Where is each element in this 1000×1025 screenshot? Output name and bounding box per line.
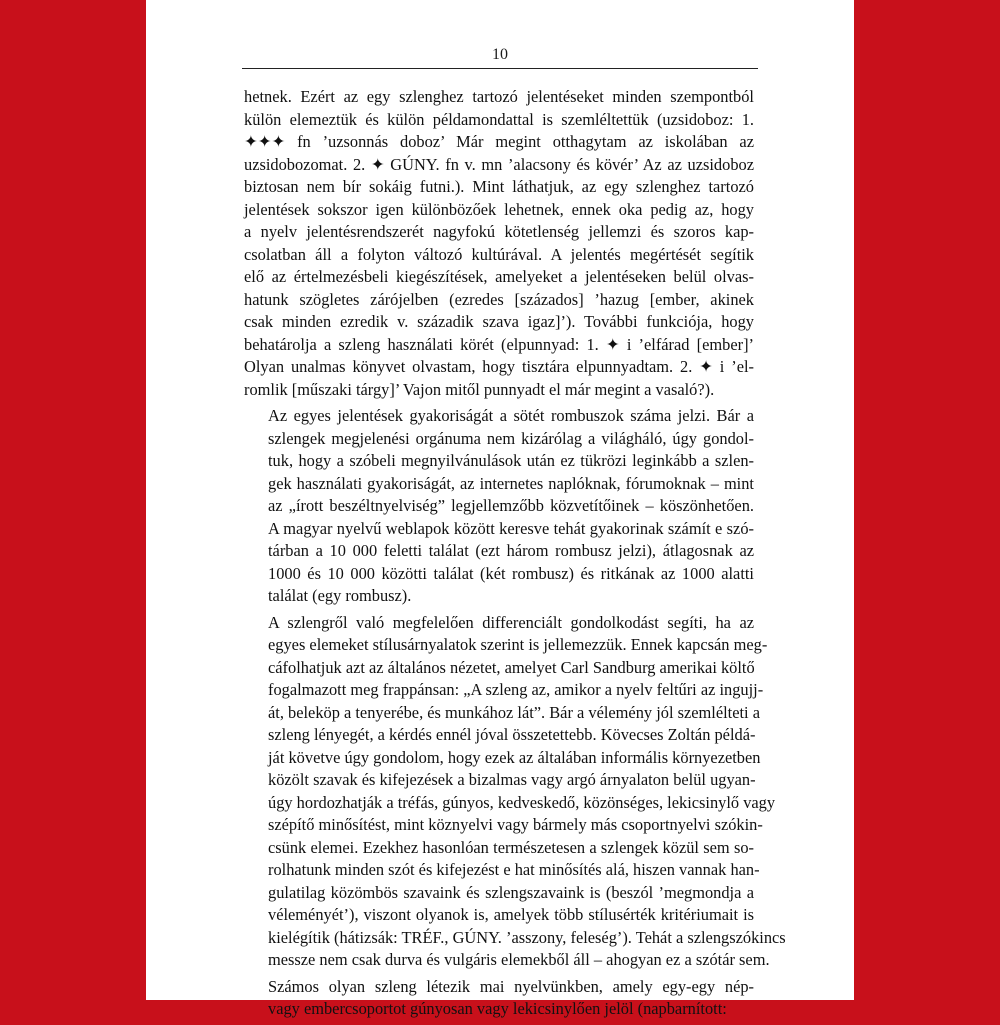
body-text — [244, 86, 786, 1025]
text-line: kielégítik (hátizsák: TRÉF., GÚNY. ’asszony, feleség’). Tehát a szlengszókincs — [268, 927, 786, 947]
text-line: A magyar nyelvű weblapok között keresve tehát gyakorinak számít e szó- — [268, 518, 754, 538]
text-line: csünk elemei. Ezekhez hasonlóan természetesen a szlengek közül sem so- — [268, 837, 754, 857]
paragraph — [244, 976, 754, 1021]
text-line: véleményét’), viszont olyanok is, amelyek több stílusérték kritériumait is — [268, 905, 754, 924]
text-line: tárban a 10 000 feletti találat (ezt három rombusz jelzi), átlagosnak az — [268, 541, 754, 560]
text-line: jelentések sokszor igen különbözőek lehetnek, ennek oka pedig az, hogy — [244, 199, 754, 219]
text-line: elő az értelmezésbeli kiegészítések, amelyeket a jelentéseken belül olvas- — [244, 267, 754, 286]
text-line: fogalmazott meg frappánsan: „A szleng az, amikor a nyelv feltűri az ingujj- — [268, 680, 764, 699]
text-line: a nyelv jelentésrendszerét nagyfokú kötetlenség jellemzi és szoros kap- — [244, 222, 754, 241]
text-line: biztosan nem bír sokáig futni.). Mint láthatjuk, az egy szlenghez tartozó — [244, 177, 754, 196]
text-line: csak minden ezredik v. századik szava igaz]’). További funkciója, hogy — [244, 312, 754, 331]
text-line: messze nem csak durva és vulgáris elemekből áll – ahogyan ez a szótár sem. — [268, 950, 770, 969]
text-line: szépítő minősítést, mint köznyelvi vagy bármely más csoportnyelvi szókin- — [268, 815, 763, 834]
text-line: szlengek megjelenési orgánuma nem kizárólag a világháló, úgy gondol- — [268, 428, 754, 448]
text-line: tuk, hogy a szóbeli megnyilvánulások után ez tükrözi leginkább a szlen- — [268, 451, 754, 470]
text-line: 1000 és 10 000 közötti találat (két rombusz) és ritkának az 1000 alatti — [268, 563, 754, 583]
book-page — [146, 0, 854, 1018]
text-line: behatárolja a szleng használati körét (elpunnyad: 1. ✦ i ’elfárad [ember]’ — [244, 334, 754, 354]
text-line: az „írott beszéltnyelviség” legjellemzőbb közvetítőinek – köszönhetően. — [268, 496, 754, 515]
text-line: hetnek. Ezért az egy szlenghez tartozó jelentéseket minden szempontból — [244, 87, 754, 106]
text-line: vagy embercsoportot gúnyosan vagy lekicsinylően jelöl (napbarnított: — [268, 999, 727, 1018]
page-number: 10 — [492, 46, 508, 63]
text-line: közölt szavak és kifejezések a bizalmas vagy argó árnyalaton belül ugyan- — [268, 770, 756, 789]
paragraph — [244, 612, 786, 972]
text-line: találat (egy rombusz). — [268, 586, 412, 605]
text-line: Olyan unalmas könyvet olvastam, hogy tisztára elpunnyadtam. 2. ✦ i ’el- — [244, 357, 754, 376]
text-line: uzsidobozomat. 2. ✦ GÚNY. fn v. mn ’alacsony és kövér’ Az az uzsidoboz — [244, 154, 754, 174]
text-line: gek használati gyakoriságát, az internetes naplóknak, fórumoknak – mint — [268, 473, 754, 493]
text-line: egyes elemeket stílusárnyalatok szerint is jellemezzük. Ennek kapcsán meg- — [268, 635, 768, 654]
text-line: rolhatunk minden szót és kifejezést e hat minősítés alá, hiszen vannak han- — [268, 860, 760, 879]
paragraph — [244, 405, 754, 608]
text-line: romlik [műszaki tárgy]’ Vajon mitől punnyadt el már megint a vasaló?). — [244, 379, 715, 399]
paragraph — [244, 86, 754, 401]
text-line: A szlengről való megfelelően differenciált gondolkodást segíti, ha az — [268, 612, 754, 632]
text-line: ját követve úgy gondolom, hogy ezek az általában informális környezetben — [268, 747, 761, 767]
text-line: Számos olyan szleng létezik mai nyelvünkben, amely egy-egy nép- — [268, 976, 754, 996]
text-line: külön elemeztük és külön példamondattal is szemléltettük (uzsidoboz: 1. — [244, 109, 754, 129]
text-line: szleng lényegét, a kérdés ennél jóval összetettebb. Kövecses Zoltán példá- — [268, 725, 756, 744]
text-line: hatunk szögletes zárójelben (ezredes [százados] ’hazug [ember, akinek — [244, 289, 754, 309]
header-rule — [242, 68, 758, 69]
text-line: ✦✦✦ fn ’uzsonnás doboz’ Már megint otthagytam az iskolában az — [244, 132, 754, 151]
text-line: csolatban áll a folyton változó kultúrával. A jelentés megértését segítik — [244, 244, 754, 264]
text-line: át, beleköp a tenyerébe, és munkához lát”. Bár a vélemény jól szemlélteti a — [268, 702, 760, 722]
text-line: cáfolhatjuk azt az általános nézetet, amelyet Carl Sandburg amerikai költő — [268, 657, 755, 677]
text-line: úgy hordozhatják a tréfás, gúnyos, kedveskedő, közönséges, lekicsinylő vagy — [268, 792, 776, 812]
text-line: Az egyes jelentések gyakoriságát a sötét rombuszok száma jelzi. Bár a — [268, 406, 754, 425]
text-line: gulatilag közömbös szavaink és szlengszavaink is (beszól ’megmondja a — [268, 882, 754, 902]
